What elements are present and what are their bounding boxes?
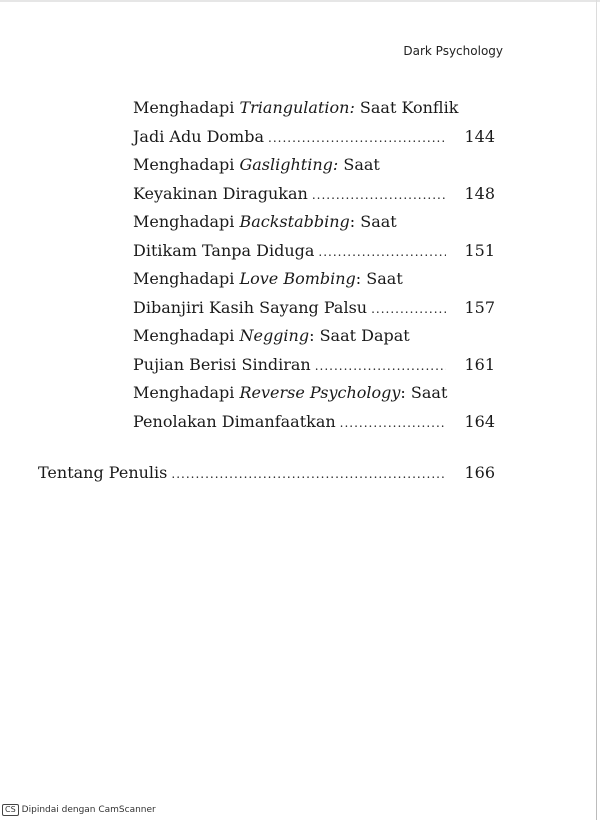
dot-leader	[268, 128, 446, 148]
toc-entry-prefix: Menghadapi	[133, 212, 240, 231]
toc-entry-prefix: Menghadapi	[133, 98, 240, 117]
toc-entry-suffix: : Saat	[349, 212, 397, 231]
toc-page-number: 144	[464, 127, 495, 146]
toc-entry-continuation: Penolakan Dimanfaatkan	[133, 412, 336, 431]
toc-entry-prefix: Menghadapi	[133, 326, 240, 345]
toc-entry-title	[133, 269, 495, 289]
toc-entry[interactable]	[133, 155, 495, 205]
toc-entry[interactable]	[133, 269, 495, 319]
toc-entry[interactable]	[133, 212, 495, 262]
toc-page-number: 157	[464, 298, 495, 317]
dot-leader	[171, 464, 446, 484]
running-header: Dark Psychology	[403, 44, 503, 58]
dot-leader	[340, 413, 446, 433]
toc-entry-title	[133, 155, 495, 175]
toc-entry-suffix: Saat	[338, 155, 380, 174]
toc-entry-about-author[interactable]	[38, 463, 495, 484]
toc-entry-term: Negging	[239, 326, 310, 345]
toc-entry-title: Tentang Penulis	[38, 463, 168, 482]
dot-leader	[318, 242, 446, 262]
toc-entry-continuation: Ditikam Tanpa Diduga	[133, 241, 315, 260]
toc-page-number: 151	[464, 241, 495, 260]
dot-leader	[315, 356, 446, 376]
camscanner-logo-icon: CS	[2, 804, 19, 816]
toc-entry-prefix: Menghadapi	[133, 269, 240, 288]
toc-entry-suffix: : Saat	[400, 383, 448, 402]
toc-entry-title	[133, 383, 495, 403]
dot-leader	[312, 185, 446, 205]
toc-entry-title	[133, 212, 495, 232]
toc-entry-term: Reverse Psychology	[239, 383, 401, 402]
toc-entry-suffix: Saat Konflik	[354, 98, 459, 117]
toc-entry-prefix: Menghadapi	[133, 155, 240, 174]
toc-entry-term: Triangulation:	[239, 98, 355, 117]
toc-entry[interactable]	[133, 326, 495, 376]
toc-entry-continuation: Keyakinan Diragukan	[133, 184, 308, 203]
toc-entry-term: Gaslighting:	[239, 155, 339, 174]
toc-entry-term: Backstabbing	[239, 212, 350, 231]
toc-entry-term: Love Bombing	[239, 269, 356, 288]
toc-entry-continuation: Dibanjiri Kasih Sayang Palsu	[133, 298, 368, 317]
toc-entry-title	[133, 326, 495, 346]
page-top-edge	[0, 0, 600, 2]
toc-entry[interactable]	[133, 383, 495, 433]
toc-entry[interactable]	[133, 98, 495, 148]
toc-entry-continuation: Pujian Berisi Sindiran	[133, 355, 311, 374]
scanner-watermark	[2, 804, 156, 816]
page-edge-shadow	[596, 0, 597, 820]
toc-page-number: 148	[464, 184, 495, 203]
toc-entry-continuation: Jadi Adu Domba	[133, 127, 264, 146]
toc-page-number: 161	[464, 355, 495, 374]
dot-leader	[371, 299, 446, 319]
toc-entry-suffix: : Saat	[355, 269, 403, 288]
toc-entry-prefix: Menghadapi	[133, 383, 240, 402]
toc-entry-title	[133, 98, 495, 118]
toc-page-number: 164	[464, 412, 495, 431]
toc-entry-suffix: : Saat Dapat	[309, 326, 410, 345]
scanner-watermark-text: Dipindai dengan CamScanner	[21, 805, 156, 815]
toc-page-number: 166	[464, 463, 495, 482]
